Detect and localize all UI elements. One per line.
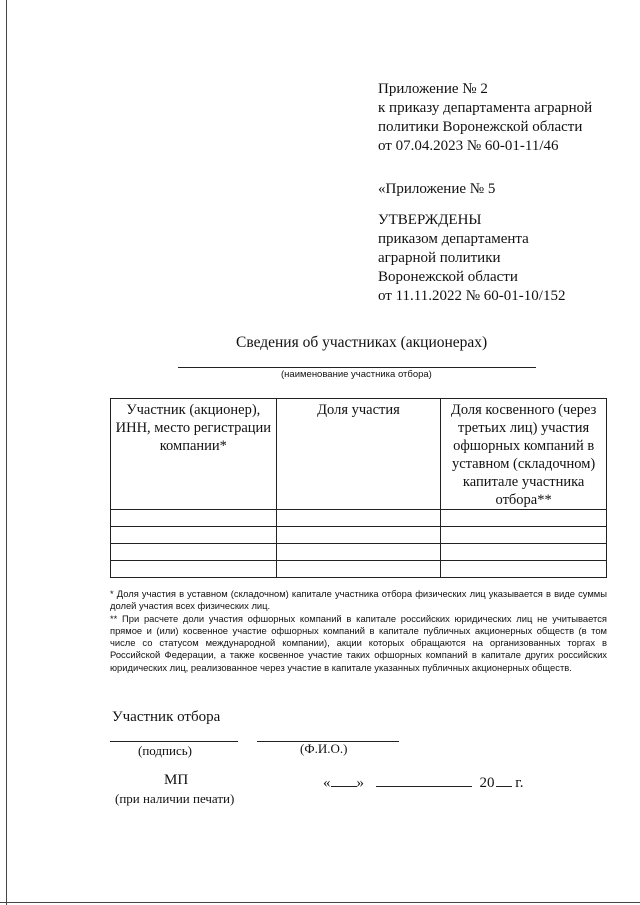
footnote-individuals: * Доля участия в уставном (складочном) капитале участника отбора физических лиц указывается в виде суммы долей участия всех физических лиц. (110, 588, 607, 612)
participant-name-line (178, 367, 536, 368)
month-blank (376, 772, 472, 787)
document-title: Сведения об участниках (акционерах) (236, 334, 488, 351)
table-cell (111, 510, 277, 527)
table-cell (276, 510, 441, 527)
table-row (111, 544, 607, 561)
participant-label: Участник отбора (112, 709, 221, 725)
table-cell (276, 544, 441, 561)
year-prefix: 20 (479, 775, 495, 791)
participants-table (110, 398, 607, 578)
date-open-quote: « (323, 775, 331, 791)
order-header (378, 80, 592, 156)
day-blank (331, 772, 357, 787)
footnote-offshore: ** При расчете доли участия офшорных компаний в капитале российских юридических лиц не учитывается прямое и (или) косвенное участие офшорных компаний в капитале публичных акционерных обществ (в том числе со статусом международной компании), акции которых обращаются на организованных торгах в Российской Федерации, а также косвенное участие таких офшорных компаний в капитале других российских юридических лиц, реализованное через участие в капитале указанных публичных акционерных обществ. (110, 612, 607, 673)
column-header-participant: Участник (акционер), ИНН, место регистрации компании* (111, 399, 277, 510)
year-blank (496, 772, 512, 787)
column-header-share: Доля участия (276, 399, 441, 510)
annex-line: аграрной политики (378, 250, 501, 266)
table-cell (111, 544, 277, 561)
stamp-label: МП (164, 772, 189, 788)
scan-edge-bottom (0, 902, 640, 903)
annex-line: от 11.11.2022 № 60-01-10/152 (378, 288, 566, 304)
signature-caption: (подпись) (138, 743, 192, 758)
fio-caption: (Ф.И.О.) (300, 741, 348, 756)
date-close-quote: » (356, 775, 364, 791)
table-row (111, 527, 607, 544)
approved-label: УТВЕРЖДЕНЫ (378, 212, 482, 228)
stamp-note: (при наличии печати) (115, 791, 235, 806)
table-header-row (111, 399, 607, 510)
annex-title: «Приложение № 5 (378, 181, 496, 197)
header-line: к приказу департамента аграрной (378, 100, 593, 116)
header-line: Приложение № 2 (378, 81, 488, 97)
table-cell (276, 561, 441, 578)
annex-line: приказом департамента (378, 231, 529, 247)
signature-line (110, 741, 238, 742)
table-cell (441, 544, 607, 561)
footnotes (110, 588, 607, 674)
header-line: от 07.04.2023 № 60-01-11/46 (378, 138, 559, 154)
annex-approval (378, 180, 565, 306)
date-field (323, 772, 523, 792)
table-cell (441, 510, 607, 527)
table-cell (111, 527, 277, 544)
scan-edge-left (6, 0, 7, 905)
table-cell (441, 561, 607, 578)
table-cell (276, 527, 441, 544)
participant-name-caption: (наименование участника отбора) (281, 369, 432, 380)
column-header-offshore-share: Доля косвенного (через третьих лиц) участия офшорных компаний в уставном (складочном) капитале участника отбора** (441, 399, 607, 510)
table-row (111, 510, 607, 527)
annex-line: Воронежской области (378, 269, 518, 285)
table-row (111, 561, 607, 578)
table-cell (441, 527, 607, 544)
table-cell (111, 561, 277, 578)
year-suffix: г. (515, 775, 524, 791)
header-line: политики Воронежской области (378, 119, 583, 135)
